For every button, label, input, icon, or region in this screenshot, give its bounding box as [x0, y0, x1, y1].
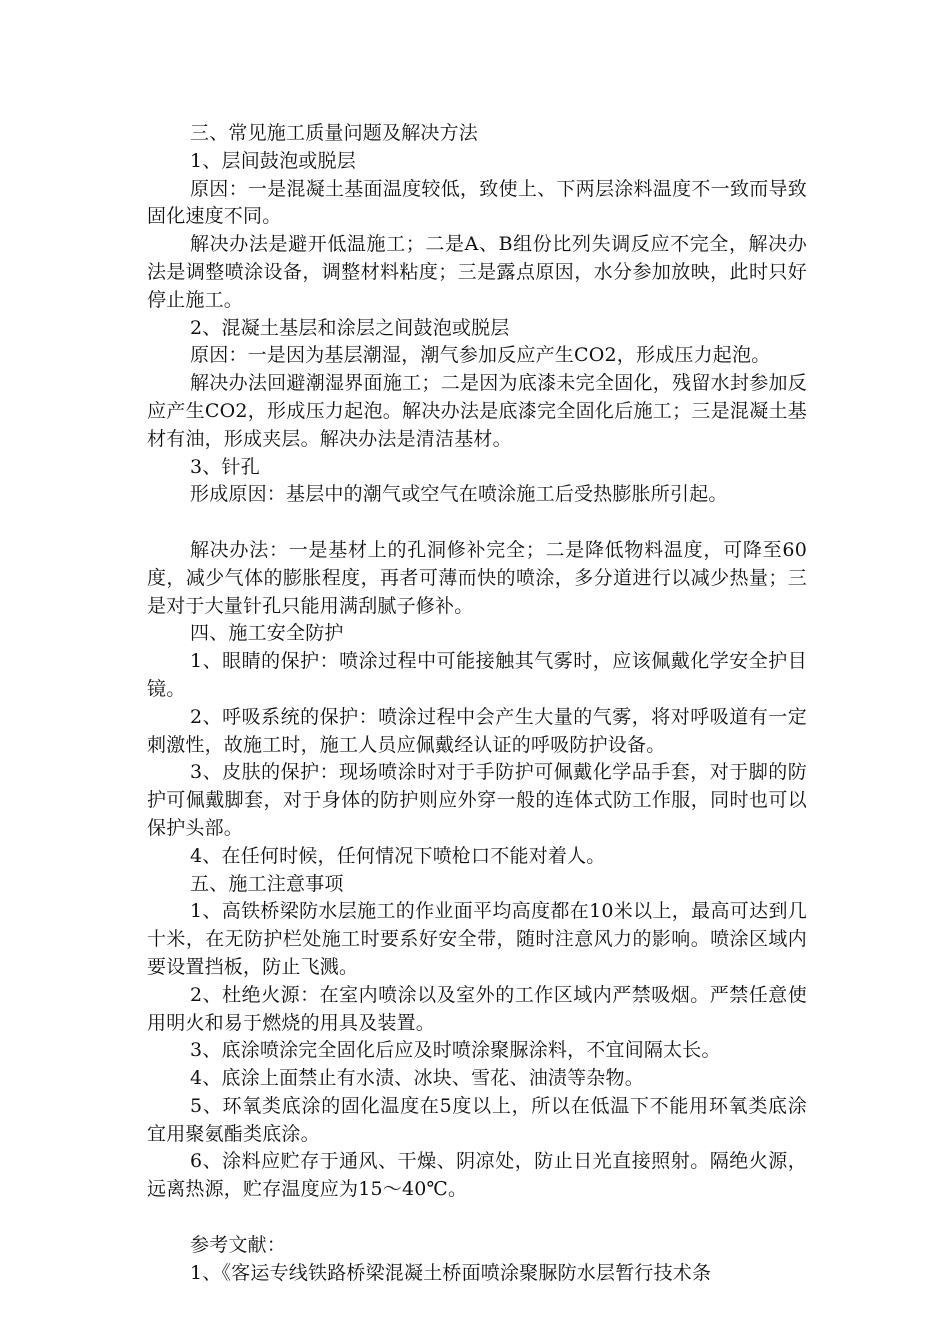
- paragraph: 原因：一是因为基层潮湿，潮气参加反应产生CO2，形成压力起泡。: [190, 344, 771, 367]
- paragraph: 3、底涂喷涂完全固化后应及时喷涂聚脲涂料，不宜间隔太长。: [190, 1039, 721, 1062]
- paragraph: 1、眼睛的保护：喷涂过程中可能接触其气雾时，应该佩戴化学安全护目镜。: [147, 650, 807, 700]
- subheading-substrate-blistering: 2、混凝土基层和涂层之间鼓泡或脱层: [190, 316, 510, 339]
- paragraph: 4、底涂上面禁止有水渍、冰块、雪花、油渍等杂物。: [190, 1067, 644, 1090]
- section-heading-construction-notes: 五、施工注意事项: [190, 872, 344, 895]
- reference-item: 1、《客运专线铁路桥梁混凝土桥面喷涂聚脲防水层暂行技术条: [190, 1261, 712, 1284]
- paragraph: 6、涂料应贮存于通风、干燥、阴凉处，防止日光直接照射。隔绝火源，远离热源，贮存温度应为15～40℃。: [147, 1150, 807, 1201]
- paragraph: 3、皮肤的保护：现场喷涂时对于手防护可佩戴化学品手套，对于脚的防护可佩戴脚套，对于身体的防护则应外穿一般的连体式防工作服，同时也可以保护头部。: [147, 761, 807, 839]
- subheading-pinholes: 3、针孔: [190, 455, 260, 478]
- references-heading: 参考文献：: [190, 1233, 287, 1256]
- paragraph: 2、杜绝火源：在室内喷涂以及室外的工作区域内严禁吸烟。严禁任意使用明火和易于燃烧的用具及装置。: [147, 983, 807, 1034]
- section-heading-quality-problems: 三、常见施工质量问题及解决方法: [190, 122, 479, 144]
- paragraph: 4、在任何时候，任何情况下喷枪口不能对着人。: [190, 844, 606, 867]
- paragraph: 1、高铁桥梁防水层施工的作业面平均高度都在10米以上，最高可达到几十米，在无防护栏处施工时要系好安全带，随时注意风力的影响。喷涂区域内要设置挡板，防止飞溅。: [147, 900, 807, 978]
- paragraph: 解决办法是避开低温施工；二是A、B组份比列失调反应不完全，解决办法是调整喷涂设备，调整材料粘度；三是露点原因，水分参加放映，此时只好停止施工。: [147, 233, 807, 311]
- paragraph: 5、环氧类底涂的固化温度在5度以上，所以在低温下不能用环氧类底涂宜用聚氨酯类底涂。: [147, 1094, 807, 1145]
- blank-line: [147, 1204, 807, 1232]
- paragraph: 原因：一是混凝土基面温度较低，致使上、下两层涂料温度不一致而导致固化速度不同。: [147, 177, 807, 228]
- blank-line: [147, 509, 807, 537]
- paragraph: 解决办法回避潮湿界面施工；二是因为底漆未完全固化，残留水封参加反应产生CO2，形成压力起泡。解决办法是底漆完全固化后施工；三是混凝土基材有油，形成夹层。解决办法是清洁基材。: [147, 372, 807, 450]
- section-heading-safety-protection: 四、施工安全防护: [190, 622, 344, 645]
- paragraph: 2、呼吸系统的保护：喷涂过程中会产生大量的气雾，将对呼吸道有一定刺激性，故施工时，施工人员应佩戴经认证的呼吸防护设备。: [147, 705, 807, 756]
- subheading-interlayer-blistering: 1、层间鼓泡或脱层: [190, 149, 356, 172]
- document-body: [147, 120, 807, 1287]
- paragraph: 形成原因：基层中的潮气或空气在喷涂施工后受热膨胀所引起。: [190, 483, 728, 506]
- paragraph: 解决办法：一是基材上的孔洞修补完全；二是降低物料温度，可降至60度，减少气体的膨胀程度，再者可薄而快的喷涂，多分道进行以减少热量；三是对于大量针孔只能用满刮腻子修补。: [147, 538, 807, 617]
